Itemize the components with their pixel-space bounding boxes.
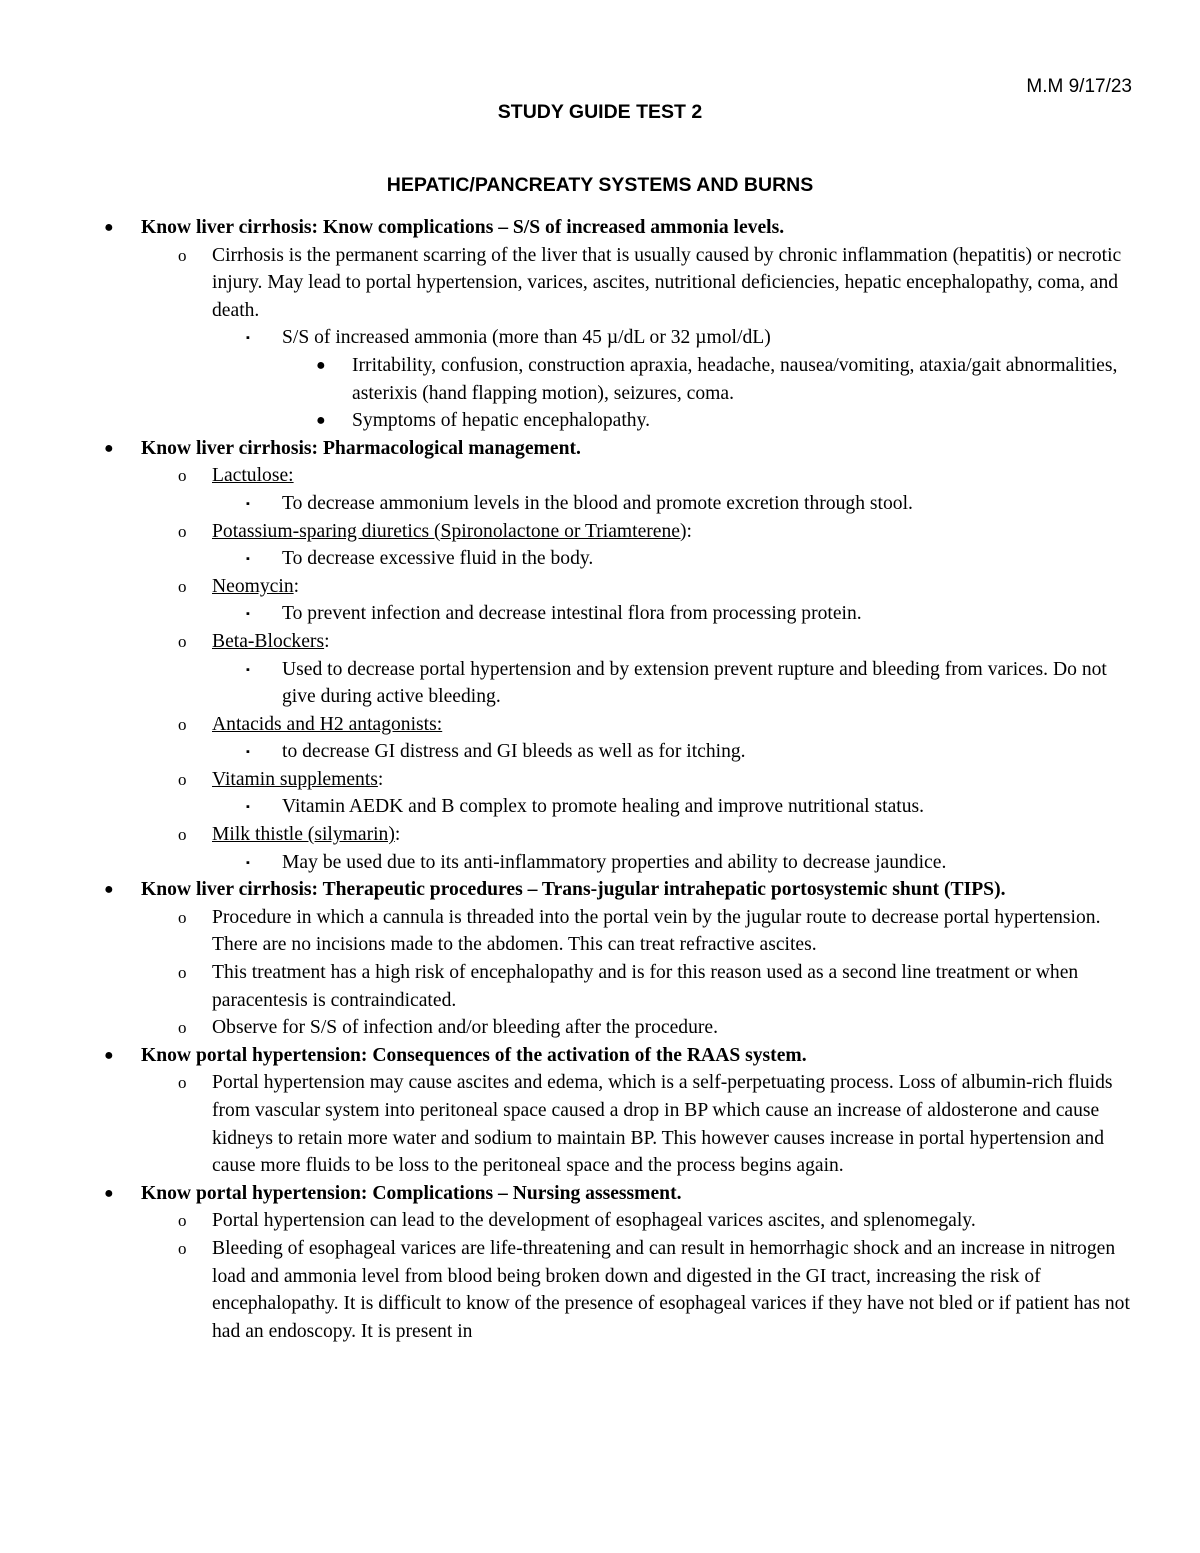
med-name: Neomycin [212,575,294,597]
med-item: o Vitamin supplements: [0,766,1200,794]
med-item [0,711,1200,739]
heading-item: ● Know liver cirrhosis: Therapeutic procedures – Trans-jugular intrahepatic portosystemic shunt (TIPS). [0,876,1200,904]
circle-bullet-icon: o [178,1018,187,1038]
med-item: o Milk thistle (silymarin): [0,821,1200,849]
square-bullet-icon: ▪ [246,608,250,621]
circle-bullet-icon: o [178,245,187,265]
med-name: Antacids and H2 antagonists: [212,713,443,735]
square-bullet-icon: ▪ [246,497,250,510]
circle-bullet-icon: o [178,963,187,983]
circle-bullet-icon: o [178,825,187,845]
med-name: Lactulose: [212,465,294,487]
med-name: Potassium-sparing diuretics (Spironolactone or Triamterene) [212,520,687,542]
bullet-icon: ● [104,219,114,236]
list-item: o Procedure in which a cannula is threaded into the portal vein by the jugular route to decrease portal hypertension. There are no incisions made to the abdomen. This can treat refractive ascites. [0,904,1200,959]
heading-item: ● Know portal hypertension: Complications – Nursing assessment. [0,1180,1200,1208]
med-item: o Potassium-sparing diuretics (Spironolactone or Triamterene): [0,518,1200,546]
sub-sub-list-item: ● Symptoms of hepatic encephalopathy. [0,407,1200,435]
list-item: o Portal hypertension can lead to the development of esophageal varices ascites, and splenomegaly. [0,1207,1200,1235]
med-desc: ▪ To prevent infection and decrease intestinal flora from processing protein. [0,600,1200,628]
med-desc: ▪ May be used due to its anti-inflammatory properties and ability to decrease jaundice. [0,849,1200,877]
square-bullet-icon: ▪ [246,553,250,566]
square-bullet-icon: ▪ [246,332,250,345]
square-bullet-icon: ▪ [246,856,250,869]
heading-item: ● Know portal hypertension: Consequences of the activation of the RAAS system. [0,1042,1200,1070]
circle-bullet-icon: o [178,521,187,541]
list-item: o Portal hypertension may cause ascites and edema, which is a self-perpetuating process. Loss of albumin-rich fluids from vascular system into peritoneal space caused a drop in BP which cause an increase of aldosterone and cause kidneys to retain more water and sodium to maintain BP. This however causes increase in portal hypertension and cause more fluids to be loss to the peritoneal space and the process begins again. [0,1069,1200,1179]
circle-bullet-icon: o [178,1211,187,1231]
heading-item: ● Know liver cirrhosis: Pharmacological management. [0,435,1200,463]
sub-list-item: ▪ S/S of increased ammonia (more than 45 µ/dL or 32 µmol/dL) [0,324,1200,352]
sub-sub-list-item: ● Irritability, confusion, construction apraxia, headache, nausea/vomiting, ataxia/gait abnormalities, asterixis (hand flapping motion), seizures, coma. [0,352,1200,407]
circle-bullet-icon: o [178,714,187,734]
list-item: o Cirrhosis is the permanent scarring of the liver that is usually caused by chronic inflammation (hepatitis) or necrotic injury. May lead to portal hypertension, varices, ascites, nutritional deficiencies, hepatic encephalopathy, coma, and death. [0,242,1200,325]
header-initials-date: M.M 9/17/23 [1026,76,1132,97]
bullet-icon: ● [316,412,326,430]
med-item: o Neomycin: [0,573,1200,601]
list-item: o Observe for S/S of infection and/or bleeding after the procedure. [0,1014,1200,1042]
bullet-icon: ● [316,356,326,374]
bullet-icon: ● [104,1184,114,1202]
section-title: HEPATIC/PANCREATY SYSTEMS AND BURNS [386,174,814,196]
med-name: Beta-Blockers [212,630,325,652]
circle-bullet-icon: o [178,631,187,651]
bullet-icon: ● [104,881,114,899]
med-desc: ▪ to decrease GI distress and GI bleeds as well as for itching. [0,738,1200,766]
circle-bullet-icon: o [178,466,187,486]
med-item: o Beta-Blockers: [0,628,1200,656]
page-title: STUDY GUIDE TEST 2 [497,101,703,123]
med-desc: ▪ To decrease excessive fluid in the body. [0,545,1200,573]
list-item: o This treatment has a high risk of encephalopathy and is for this reason used as a second line treatment or when paracentesis is contraindicated. [0,959,1200,1014]
med-name: Vitamin supplements [212,768,378,790]
study-guide-content [0,214,1200,1345]
list-item: o Bleeding of esophageal varices are life-threatening and can result in hemorrhagic shock and an increase in nitrogen load and ammonia level from blood being broken down and digested in the GI tract, increasing the risk of encephalopathy. It is difficult to know of the presence of esophageal varices if they have not bled or if patient has not had an endoscopy. It is present in [0,1235,1200,1345]
med-name: Milk thistle (silymarin) [212,824,395,846]
heading-item: ● Know liver cirrhosis: Know complications – S/S of increased ammonia levels. [0,214,1200,242]
bullet-icon: ● [104,439,114,457]
circle-bullet-icon: o [178,576,187,596]
circle-bullet-icon: o [178,1238,187,1258]
med-desc: ▪ To decrease ammonium levels in the blood and promote excretion through stool. [0,490,1200,518]
circle-bullet-icon: o [178,1073,187,1093]
circle-bullet-icon: o [178,907,187,927]
med-item [0,462,1200,490]
circle-bullet-icon: o [178,769,187,789]
med-desc: ▪ Vitamin AEDK and B complex to promote healing and improve nutritional status. [0,793,1200,821]
square-bullet-icon: ▪ [246,746,250,759]
square-bullet-icon: ▪ [246,663,250,676]
bullet-icon: ● [104,1046,114,1064]
med-desc: ▪ Used to decrease portal hypertension and by extension prevent rupture and bleeding from varices. Do not give during active bleeding. [246,658,1107,708]
square-bullet-icon: ▪ [246,801,250,814]
